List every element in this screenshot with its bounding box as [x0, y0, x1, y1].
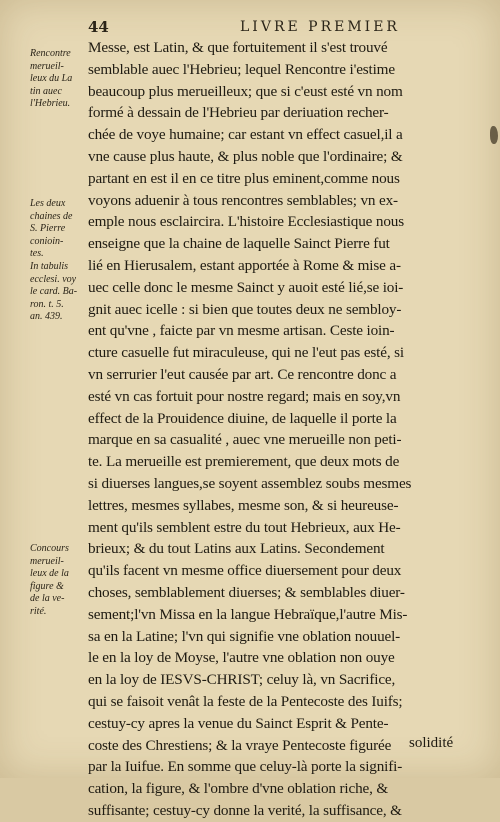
marginal-line: ecclesi. voy — [30, 273, 77, 285]
text-line: cestuy-cy apres la venue du Sainct Esprit & Pente- — [88, 714, 389, 732]
text-line: semblable auec l'Hebrieu; lequel Rencontre i'estime — [88, 60, 395, 78]
catchword: solidité — [409, 735, 454, 751]
text-line: le en la loy de Moyse, l'autre vne oblation non ouye — [88, 649, 395, 667]
text-line: coste des Chrestiens; & la vraye Pentecoste figurée — [88, 736, 392, 754]
marginal-note-concours — [30, 543, 86, 619]
marginal-line: S. Pierre — [30, 223, 66, 235]
text-line: lié en Hierusalem, estant apportée à Rome & mise a- — [88, 256, 401, 274]
text-line: vne cause plus haute, & plus noble que l'ordinaire; & — [88, 147, 403, 165]
page-header — [0, 18, 500, 38]
paper-blemish — [490, 126, 498, 144]
text-line: partant en est il en ce titre plus eminent,comme nous — [88, 169, 400, 187]
marginal-line: tes. — [30, 248, 44, 260]
text-line: te. La merueille est premierement, que deux mots de — [88, 453, 400, 471]
marginal-line: conioin- — [30, 235, 64, 247]
marginal-note-chaines — [30, 198, 86, 324]
running-head: LIVRE PREMIER — [240, 19, 400, 35]
text-line: par la Iuifue. En somme que celuy-là porte la signifi- — [88, 758, 403, 776]
marginal-line: an. 439. — [30, 311, 63, 323]
text-line: cture casuelle fut miraculeuse, qui ne l'eut pas esté, si — [88, 344, 404, 362]
text-line: formé à dessain de l'Hebrieu par deriuation recher- — [88, 104, 389, 122]
marginal-line: merueil- — [30, 60, 64, 72]
text-line: emple nous esclaircira. L'histoire Ecclesiastique nous — [88, 213, 404, 231]
text-line: suffisante; cestuy-cy donne la verité, la suffisance, & — [88, 801, 402, 819]
marginal-line: chaines de — [30, 210, 73, 222]
text-line: choses, semblablement diuerses; & semblables diuer- — [88, 583, 405, 601]
text-line: marque en sa casualité , auec vne merueille non peti- — [88, 431, 402, 449]
text-line: uec celle donc le mesme Sainct y auoit esté lié,se ioi- — [88, 278, 404, 296]
marginal-line: leux du La — [30, 73, 73, 85]
text-line: brieux; & du tout Latins aux Latins. Secondement — [88, 540, 385, 558]
marginal-line: figure & — [30, 580, 64, 592]
text-line: sa en la Latine; l'vn qui signifie vne oblation nouuel- — [88, 627, 401, 645]
marginal-line: l'Hebrieu. — [30, 98, 71, 110]
text-line: ent qu'vne , faicte par vn mesme artisan. Ceste ioin- — [88, 322, 395, 340]
text-line: esté vn cas fortuit pour nostre regard; mais en soy,vn — [88, 387, 401, 405]
text-line: qui se faisoit venât la feste de la Pentecoste des Iuifs; — [88, 692, 403, 710]
marginal-line: Rencontre — [30, 48, 71, 59]
marginal-line: Les deux — [30, 198, 66, 209]
text-line: lettres, mesmes syllabes, mesme son, & si heureuse- — [88, 496, 399, 514]
text-line: cation, la figure, & l'ombre d'vne oblation riche, & — [88, 780, 389, 798]
text-line: qu'ils facent vn mesme office diuersement pour deux — [88, 562, 402, 580]
marginal-note-rencontre — [30, 48, 86, 111]
body-text — [88, 37, 461, 822]
text-line: chée de voye humaine; car estant vn effect casuel,il a — [88, 126, 403, 144]
text-line: beaucoup plus merueilleux; que si c'eust esté vn nom — [88, 82, 403, 100]
text-line: en la loy de IESVS-CHRIST; celuy là, vn Sacrifice, — [88, 671, 396, 689]
text-line: Messe, est Latin, & que fortuitement il s'est trouvé — [88, 39, 388, 56]
text-line: gnit auec icelle : si bien que toutes deux ne sembloy- — [88, 300, 402, 318]
text-line: si diuerses langues,se soyent assemblez soubs mesmes — [88, 474, 412, 492]
text-line: sement;l'vn Missa en la langue Hebraïque,l'autre Mis- — [88, 605, 408, 623]
marginal-line: merueil- — [30, 555, 64, 567]
marginal-line: le card. Ba- — [30, 286, 78, 298]
marginal-line: In tabulis — [30, 260, 69, 272]
marginal-line: tin auec — [30, 85, 62, 97]
marginal-line: de la ve- — [30, 593, 65, 605]
page-number: 44 — [88, 18, 109, 36]
text-line: effect de la Prouidence diuine, de laquelle il porte la — [88, 409, 397, 427]
marginal-line: ron. t. 5. — [30, 298, 64, 310]
marginal-line: Concours — [30, 543, 69, 554]
text-line: voyons aduenir à tous rencontres semblables; vn ex- — [88, 191, 398, 209]
marginal-line: rité. — [30, 605, 47, 617]
text-line: vn serrurier l'eut causée par art. Ce rencontre donc a — [88, 365, 397, 383]
text-line: ment qu'ils semblent estre du tout Hebrieux, aux He- — [88, 518, 401, 536]
marginal-line: leux de la — [30, 568, 69, 580]
text-line: enseigne que la chaine de laquelle Sainct Pierre fut — [88, 235, 390, 253]
